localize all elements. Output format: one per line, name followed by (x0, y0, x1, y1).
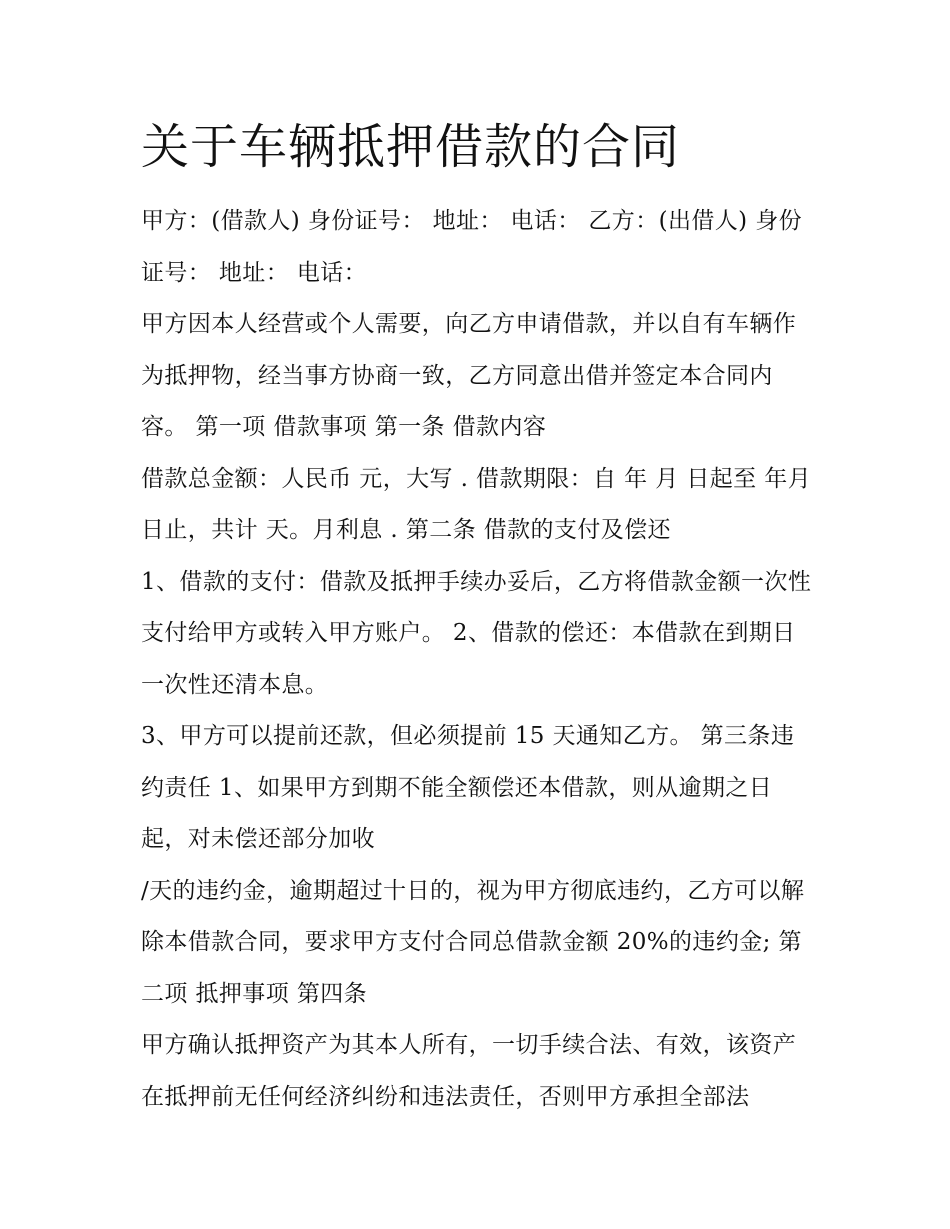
paragraph-collateral: 甲方确认抵押资产为其本人所有，一切手续合法、有效，该资产在抵押前无任何经济纠纷和违法责任，否则甲方承担全部法 (141, 1032, 797, 1110)
paragraph-payment-repayment: 1、借款的支付：借款及抵押手续办妥后，乙方将借款金额一次性支付给甲方或转入甲方账户。 2、借款的偿还：本借款在到期日一次性还清本息。 (141, 568, 812, 698)
document-title: 关于车辆抵押借款的合同 (141, 119, 681, 175)
document-content (141, 112, 813, 1123)
paragraph-parties: 甲方：(借款人) 身份证号： 地址： 电话： 乙方：(出借人) 身份证号： 地址： 电话： (141, 208, 803, 286)
paragraph-early-repayment: 3、甲方可以提前还款，但必须提前 15 天通知乙方。 第三条违约责任 1、如果甲方到期不能全额偿还本借款，则从逾期之日起，对未偿还部分加收 (141, 723, 795, 852)
paragraph-loan-amount: 借款总金额：人民币 元，大写 . 借款期限：自 年 月 日起至 年月 日止，共计 天。月利息 . 第二条 借款的支付及偿还 (141, 465, 812, 543)
paragraph-penalty: /天的违约金，逾期超过十日的，视为甲方彻底违约，乙方可以解除本借款合同，要求甲方支付合同总借款金额 20%的违约金; 第二项 抵押事项 第四条 (141, 877, 805, 1007)
paragraph-preamble: 甲方因本人经营或个人需要，向乙方申请借款，并以自有车辆作为抵押物，经当事方协商一致，乙方同意出借并签定本合同内容。 第一项 借款事项 第一条 借款内容 (141, 311, 797, 440)
